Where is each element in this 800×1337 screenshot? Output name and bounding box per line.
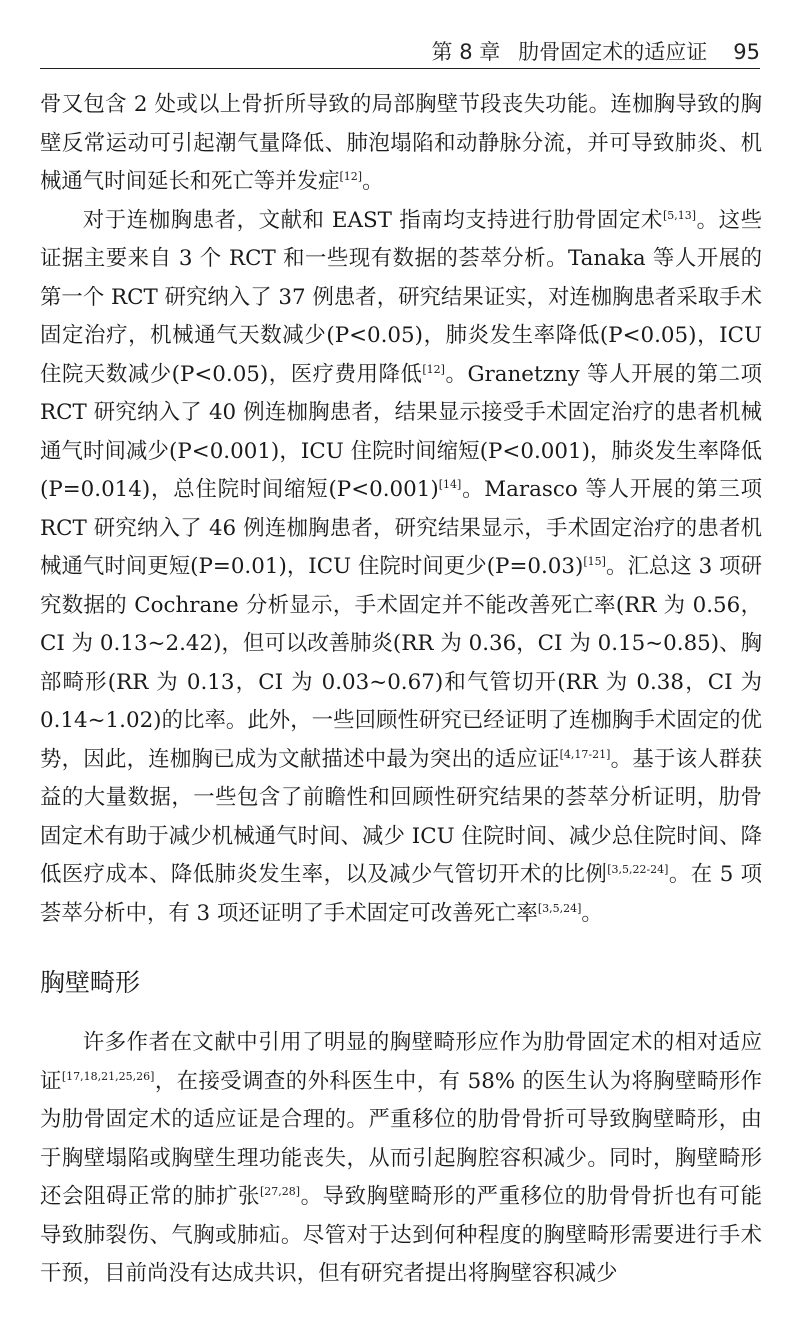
paragraphs bbox=[40, 86, 762, 933]
header-rule bbox=[40, 68, 760, 69]
paragraph bbox=[40, 86, 762, 202]
citation-ref: [15] bbox=[583, 554, 606, 568]
text-run: 。基于该人群获益的大量数据，一些包含了前瞻性和回顾性研究结果的荟萃分析证明，肋骨固定术有助于减少机械通气时间、减少 ICU 住院时间、减少总住院时间、降低医疗成本、降低肺炎发生率，以及减少气管切开术的比例 bbox=[40, 746, 762, 887]
text-run: 。汇总这 3 项研究数据的 Cochrane 分析显示，手术固定并不能改善死亡率(RR 为 0.56，CI 为 0.13~2.42)，但可以改善肺炎(RR 为 0.36，CI 为 0.15~0.85)、胸部畸形(RR 为 0.13，CI 为 0.03~0.67)和气管切开(RR 为 0.38，CI 为 0.14~1.02)的比率。此外，一些回顾性研究已经证明了连枷胸手术固定的优势，因此，连枷胸已成为文献描述中最为突出的适应证 bbox=[40, 554, 762, 772]
body-text bbox=[40, 86, 762, 1294]
citation-ref: [17,18,21,25,26] bbox=[61, 1069, 155, 1083]
text-run: 骨又包含 2 处或以上骨折所导致的局部胸壁节段丧失功能。连枷胸导致的胸壁反常运动可引起潮气量降低、肺泡塌陷和动静脉分流，并可导致肺炎、机械通气时间延长和死亡等并发症 bbox=[40, 92, 762, 194]
citation-ref: [3,5,24] bbox=[537, 901, 582, 915]
citation-ref: [12] bbox=[422, 362, 445, 376]
text-run: 。 bbox=[581, 900, 603, 926]
citation-ref: [27,28] bbox=[259, 1184, 301, 1198]
running-header bbox=[40, 22, 760, 70]
text-run: 。这些证据主要来自 3 个 RCT 和一些现有数据的荟萃分析。Tanaka 等人开展的第一个 RCT 研究纳入了 37 例患者，研究结果证实，对连枷胸患者采取手术固定治疗，机械通气天数减少(P<0.05)，肺炎发生率降低(P<0.05)，ICU 住院天数减少(P<0.05)，医疗费用降低 bbox=[40, 207, 762, 387]
citation-ref: [14] bbox=[438, 477, 462, 491]
text-run: 。在 5 项荟萃分析中，有 3 项还证明了手术固定可改善死亡率 bbox=[40, 862, 762, 926]
text-run: 对于连枷胸患者，文献和 EAST 指南均支持进行肋骨固定术 bbox=[82, 207, 663, 233]
text-run: 。导致胸壁畸形的严重移位的肋骨骨折也有可能导致肺裂伤、气胸或肺疝。尽管对于达到何种程度的胸壁畸形需要进行手术干预，目前尚没有达成共识，但有研究者提出将胸壁容积减少 bbox=[40, 1184, 762, 1286]
text-run: ，在接受调查的外科医生中，有 58% 的医生认为将胸壁畸形作为肋骨固定术的适应证是合理的。严重移位的肋骨骨折可导致胸壁畸形，由于胸壁塌陷或胸壁生理功能丧失，从而引起胸腔容积减少。同时，胸壁畸形还会阻碍正常的肺扩张 bbox=[40, 1068, 762, 1209]
citation-ref: [3,5,22-24] bbox=[607, 862, 669, 876]
header-text bbox=[432, 36, 760, 66]
chapter-number: 第 8 章 bbox=[431, 40, 501, 64]
page-number: 95 bbox=[733, 40, 760, 64]
text-run: 。Marasco 等人开展的第三项 RCT 研究纳入了 46 例连枷胸患者，研究结果显示，手术固定治疗的患者机械通气时间更短(P=0.01)，ICU 住院时间更少(P=0.03) bbox=[40, 477, 762, 579]
citation-ref: [5,13] bbox=[662, 208, 697, 222]
text-run: 。Granetzny 等人开展的第二项 RCT 研究纳入了 40 例连枷胸患者，结果显示接受手术固定治疗的患者机械通气时间减少(P<0.001)，ICU 住院时间缩短(P<0.001)，肺炎发生率降低(P=0.014)，总住院时间缩短(P<0.001) bbox=[40, 361, 763, 502]
citation-ref: [12] bbox=[339, 169, 363, 183]
text-run: 。 bbox=[362, 169, 384, 194]
paragraph bbox=[40, 1024, 762, 1294]
section-title: 胸壁畸形 bbox=[40, 968, 141, 997]
section-paragraphs bbox=[40, 1024, 762, 1294]
citation-ref: [4,17-21] bbox=[559, 747, 611, 761]
paragraph bbox=[40, 202, 762, 934]
text-run: 许多作者在文献中引用了明显的胸壁畸形应作为肋骨固定术的相对适应证 bbox=[40, 1030, 762, 1094]
chapter-title: 肋骨固定术的适应证 bbox=[518, 40, 708, 64]
